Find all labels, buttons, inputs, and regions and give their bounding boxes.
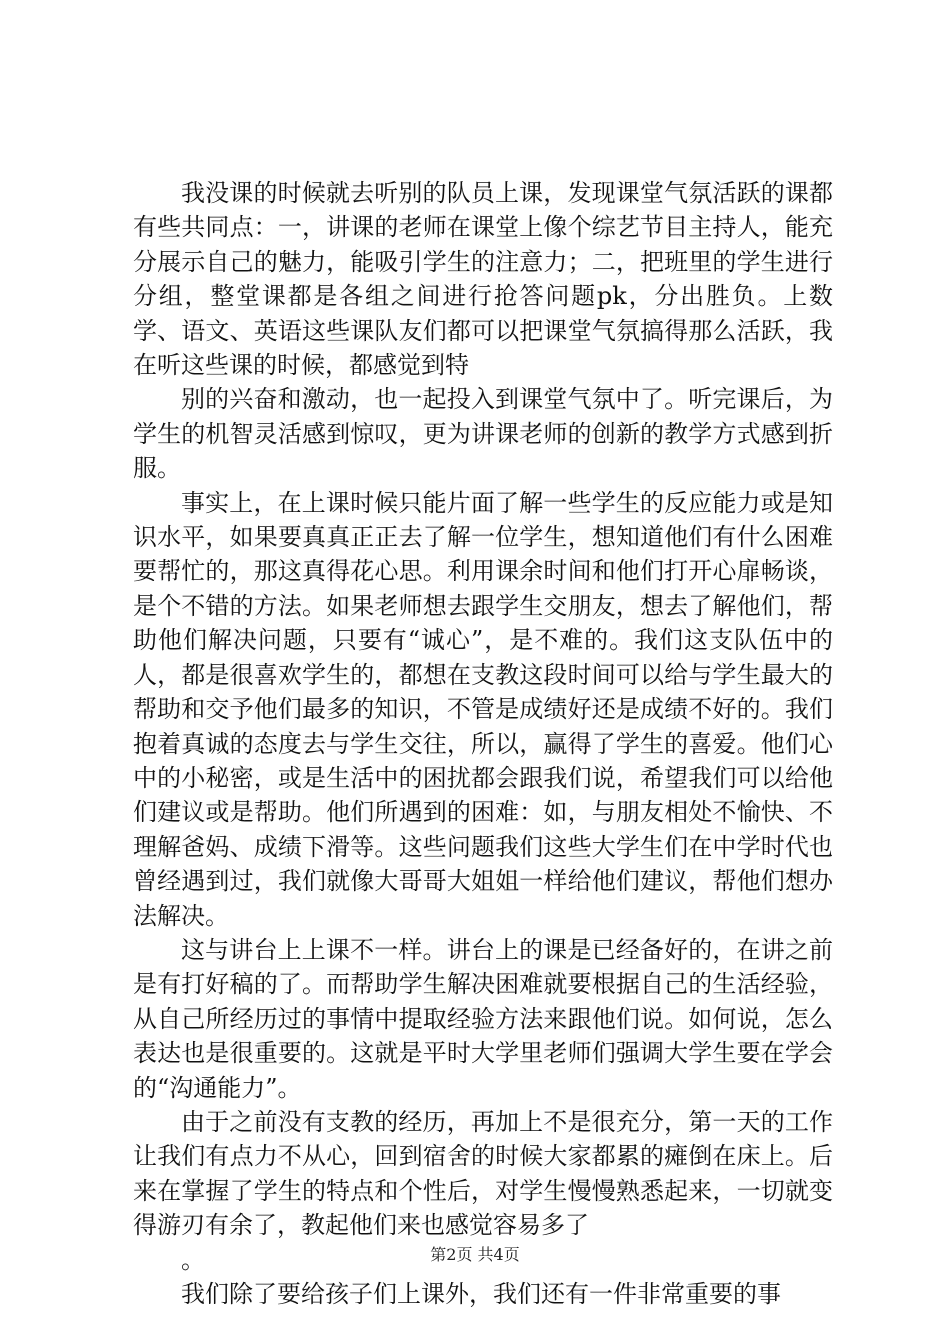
paragraph-6: 。: [181, 1245, 205, 1274]
page-footer: 第2页 共4页: [430, 1245, 520, 1264]
paragraph-4: 这与讲台上上课不一样。讲台上的课是已经备好的，在讲之前是有打好稿的了。而帮助学生解决困难就要根据自己的生活经验，从自己所经历过的事情中提取经验方法来跟他们说。如何说，怎么表达也是很重要的。这就是平时大学里老师们强调大学生要在学会的“沟通能力”。: [133, 935, 833, 1102]
paragraph-7: 我们除了要给孩子们上课外，我们还有一件非常重要的事: [181, 1280, 781, 1308]
paragraph-3: 事实上，在上课时候只能片面了解一些学生的反应能力或是知识水平，如果要真真正正去了解一位学生，想知道他们有什么困难要帮忙的，那这真得花心思。利用课余时间和他们打开心扉畅谈，是个不错的方法。如果老师想去跟学生交朋友，想去了解他们，帮助他们解决问题，只要有“诚心”，是不难的。我们这支队伍中的人，都是很喜欢学生的，都想在支教这段时间可以给与学生最大的帮助和交予他们最多的知识，不管是成绩好还是成绩不好的。我们抱着真诚的态度去与学生交往，所以，赢得了学生的喜爱。他们心中的小秘密，或是生活中的困扰都会跟我们说，希望我们可以给他们建议或是帮助。他们所遇到的困难：如，与朋友相处不愉快、不理解爸妈、成绩下滑等。这些问题我们这些大学生们在中学时代也曾经遇到过，我们就像大哥哥大姐姐一样给他们建议，帮他们想办法解决。: [133, 488, 833, 930]
document-body: [133, 176, 833, 1311]
paragraph-5: 由于之前没有支教的经历，再加上不是很充分，第一天的工作让我们有点力不从心，回到宿舍的时候大家都累的瘫倒在床上。后来在掌握了学生的特点和个性后，对学生慢慢熟悉起来，一切就变得游刃有余了，教起他们来也感觉容易多了: [133, 1107, 833, 1240]
paragraph-1: 我没课的时候就去听别的队员上课，发现课堂气氛活跃的课都有些共同点：一，讲课的老师在课堂上像个综艺节目主持人，能充分展示自己的魅力，能吸引学生的注意力；二，把班里的学生进行分组，整堂课都是各组之间进行抢答问题pk，分出胜负。上数学、语文、英语这些课队友们都可以把课堂气氛搞得那么活跃，我在听这些课的时候，都感觉到特: [133, 179, 833, 380]
paragraph-2: 别的兴奋和激动，也一起投入到课堂气氛中了。听完课后，为学生的机智灵活感到惊叹，更为讲课老师的创新的教学方式感到折服。: [133, 385, 833, 483]
